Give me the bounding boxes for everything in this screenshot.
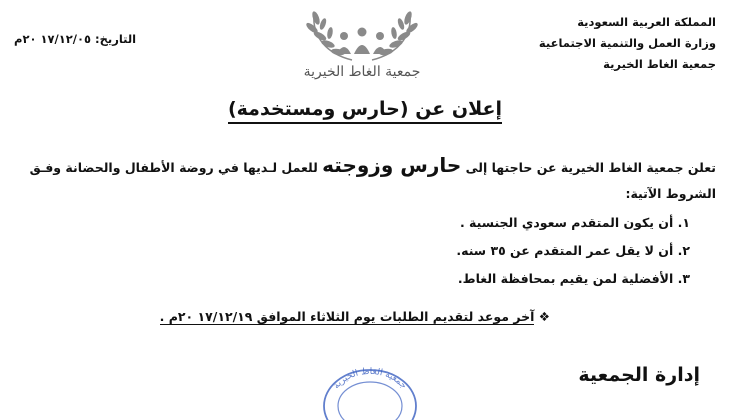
intro-after: للعمل لـديها في روضة الأطفال والحضانة وفـق bbox=[29, 160, 318, 175]
title-main: (حارس ومستخدمة) bbox=[227, 98, 409, 120]
title-prefix: إعلان عن bbox=[415, 98, 503, 120]
condition-item: ٣. الأفضلية لمن يقيم بمحافظة الغاط. bbox=[457, 271, 690, 286]
deadline-line bbox=[160, 309, 550, 324]
announcement-title bbox=[0, 98, 730, 120]
letterhead-line-society: جمعية الغاط الخيرية bbox=[603, 57, 716, 71]
signature-text: إدارة الجمعية bbox=[578, 364, 700, 386]
letterhead bbox=[539, 12, 716, 75]
conditions-heading: الشروط الآتية: bbox=[625, 186, 716, 201]
document-date: التاريخ: ١٧/١٢/٠٥ ٢٠م bbox=[14, 32, 137, 46]
deadline-bullet-icon: ❖ bbox=[538, 309, 550, 324]
condition-item: ٢. أن لا يقل عمر المتقدم عن ٣٥ سنه. bbox=[456, 243, 690, 258]
stamp-icon bbox=[318, 360, 422, 420]
intro-before: تعلن جمعية الغاط الخيرية عن حاجتها إلى bbox=[465, 160, 716, 175]
deadline-text: آخر موعد لتقديم الطلبات يوم الثلاثاء الموافق ١٧/١٢/١٩ ٢٠م . bbox=[159, 309, 535, 324]
svg-text:جمعية الغاط الخيرية bbox=[332, 367, 409, 391]
stamp-text: جمعية الغاط الخيرية bbox=[331, 366, 409, 392]
letterhead-line-kingdom: المملكة العربية السعودية bbox=[577, 15, 716, 29]
letterhead-line-ministry: وزارة العمل والتنمية الاجتماعية bbox=[538, 36, 716, 50]
intro-job-title: حارس وزوجته bbox=[322, 153, 462, 177]
condition-item: ١. أن يكون المتقدم سعودي الجنسية . bbox=[459, 215, 690, 230]
intro-paragraph bbox=[16, 153, 716, 177]
logo-caption: جمعية الغاط الخيرية bbox=[303, 64, 421, 80]
